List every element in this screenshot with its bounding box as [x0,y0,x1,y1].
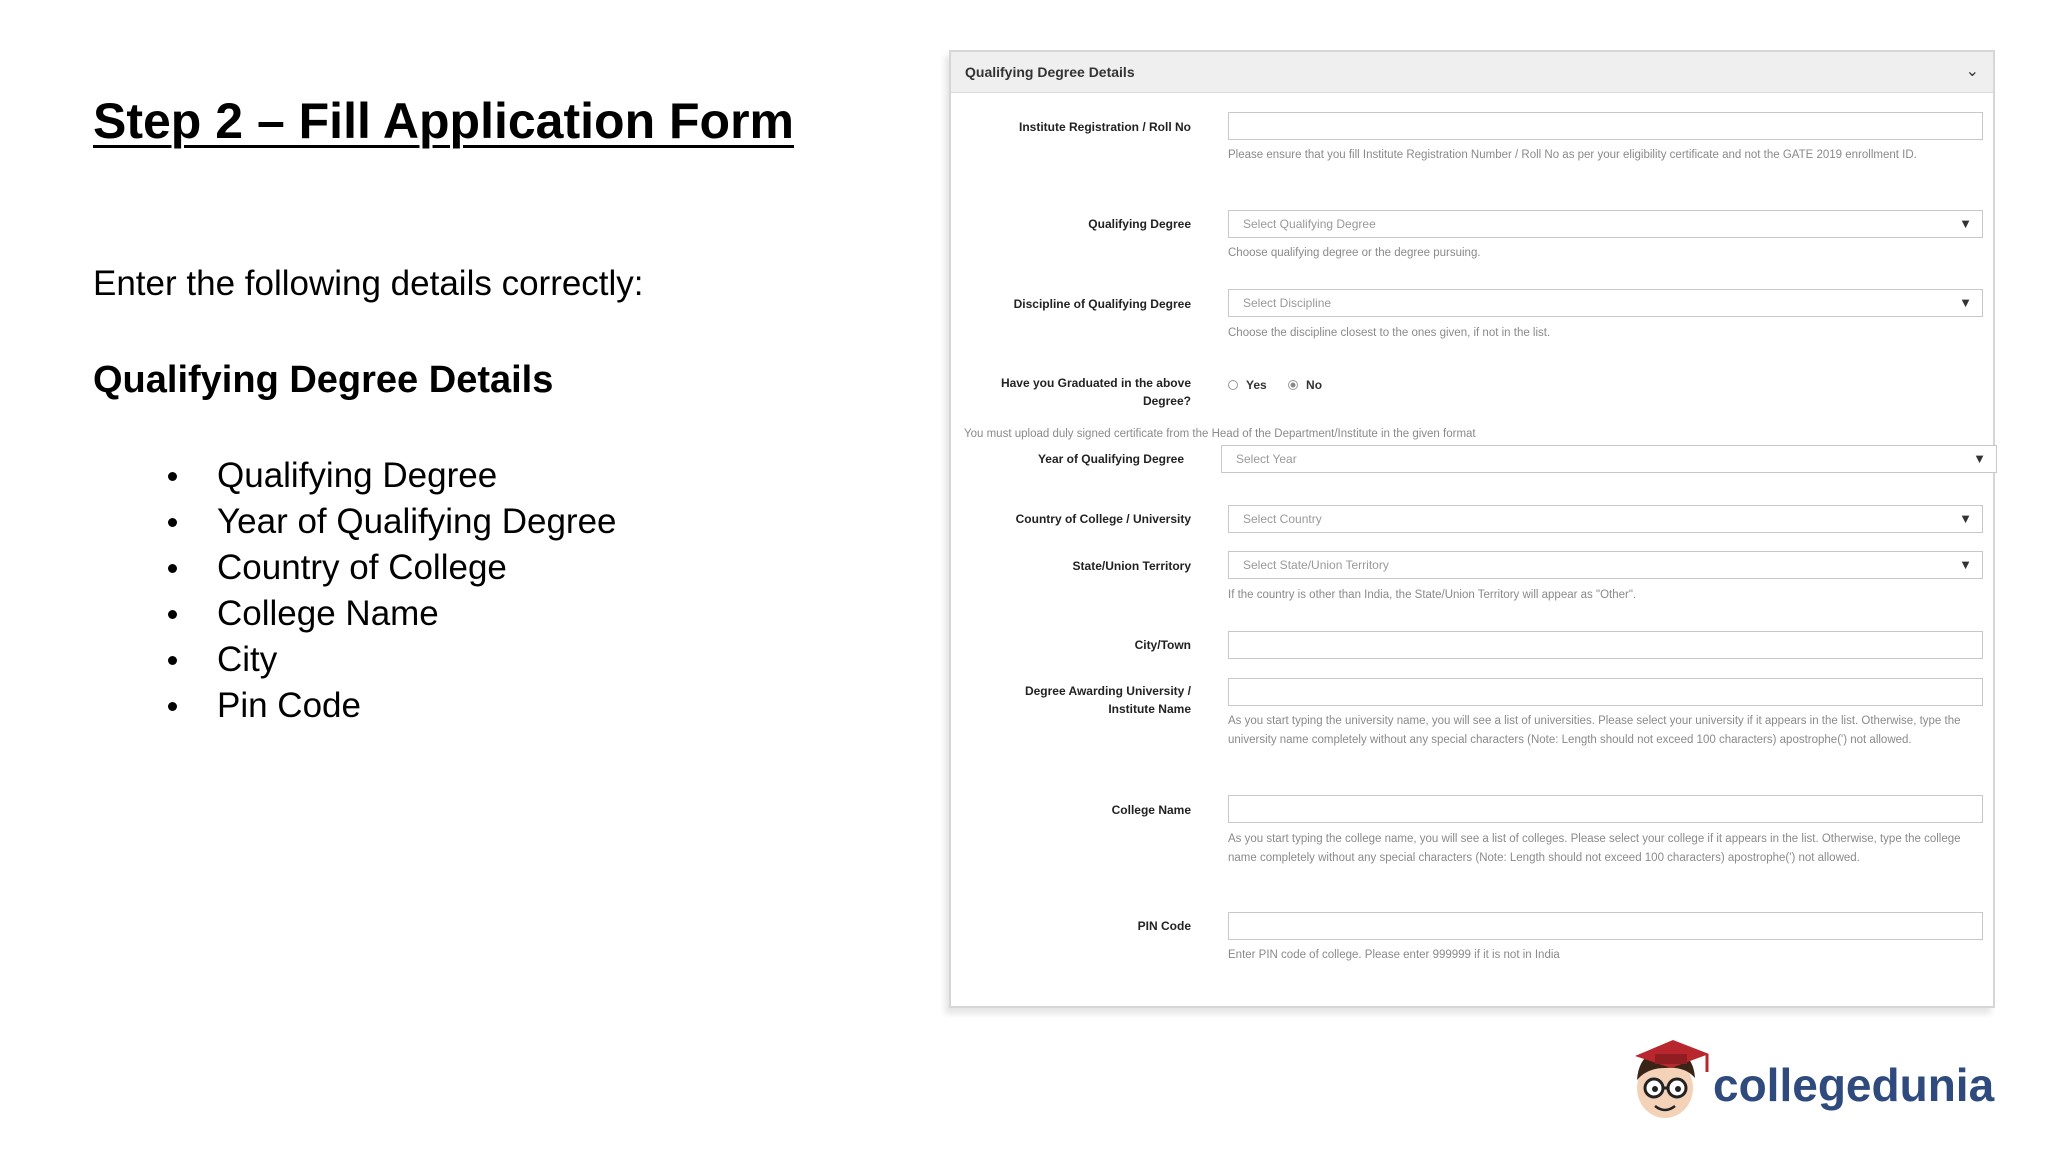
bullet-item: Country of College [168,545,617,591]
college-input[interactable] [1228,795,1983,823]
bullet-list [168,453,617,729]
college-hint: As you start typing the college name, you will see a list of colleges. Please select your college if it appears in the list. Otherwise, type the college name completely without any special characters (Note: Length should not exceed 100 characters) apostrophe(') not allowed. [1228,833,1961,864]
panel-header[interactable] [951,52,1993,93]
graduated-radio-group: Yes No [1228,377,1340,392]
qualifying-degree-form [949,50,1995,1008]
bullet-item: Year of Qualifying Degree [168,499,617,545]
city-label: City/Town [1134,638,1191,652]
year-select[interactable]: Select Year ▼ [1221,445,1997,473]
bullet-item: Pin Code [168,683,617,729]
dropdown-arrow-icon: ▼ [1959,216,1972,231]
dropdown-arrow-icon: ▼ [1959,295,1972,310]
dropdown-arrow-icon: ▼ [1959,511,1972,526]
collegedunia-logo [1625,1028,1995,1128]
intro-text: Enter the following details correctly: [93,264,644,303]
qualifying-degree-select[interactable]: Select Qualifying Degree ▼ [1228,210,1983,238]
pin-hint: Enter PIN code of college. Please enter 999999 if it is not in India [1228,949,1560,961]
section-heading: Qualifying Degree Details [93,359,554,401]
dropdown-arrow-icon: ▼ [1959,557,1972,572]
state-select[interactable]: Select State/Union Territory ▼ [1228,551,1983,579]
pin-input[interactable] [1228,912,1983,940]
bullet-icon [168,472,177,481]
state-hint: If the country is other than India, the State/Union Territory will appear as "Other". [1228,589,1637,601]
university-label: Degree Awarding University / Institute Name [1024,684,1191,716]
graduated-label: Have you Graduated in the above Degree? [1000,376,1191,408]
bullet-icon [168,518,177,527]
institute-reg-input[interactable] [1228,112,1983,140]
country-label: Country of College / University [1015,512,1191,526]
qualifying-degree-hint: Choose qualifying degree or the degree pursuing. [1228,247,1481,259]
college-label: College Name [1111,803,1191,817]
bullet-item: College Name [168,591,617,637]
graduated-hint: You must upload duly signed certificate from the Head of the Department/Institute in the given format [964,428,1476,440]
panel-title: Qualifying Degree Details [965,64,1135,80]
university-input[interactable] [1228,678,1983,706]
country-select[interactable]: Select Country ▼ [1228,505,1983,533]
mascot-icon [1625,1028,1715,1128]
chevron-down-icon[interactable]: ⌄ [1965,63,1979,80]
state-label: State/Union Territory [1072,559,1191,573]
pin-label: PIN Code [1137,919,1191,933]
graduated-no-radio[interactable] [1288,380,1298,390]
discipline-select[interactable]: Select Discipline ▼ [1228,289,1983,317]
city-input[interactable] [1228,631,1983,659]
slide-title: Step 2 – Fill Application Form [93,93,795,149]
graduated-yes-radio[interactable] [1228,380,1238,390]
bullet-icon [168,564,177,573]
discipline-hint: Choose the discipline closest to the ones given, if not in the list. [1228,327,1551,339]
year-label: Year of Qualifying Degree [1037,452,1184,466]
bullet-item: City [168,637,617,683]
dropdown-arrow-icon: ▼ [1973,451,1986,466]
university-hint: As you start typing the university name, you will see a list of universities. Please select your university if it appears in the list. Otherwise, type the university name completely without any special characters (Note: Length should not exceed 100 characters) apostrophe(') not allowed. [1228,715,1961,746]
bullet-icon [168,610,177,619]
qualifying-degree-label: Qualifying Degree [1088,217,1191,231]
discipline-label: Discipline of Qualifying Degree [1013,297,1191,311]
institute-reg-label: Institute Registration / Roll No [1018,120,1191,134]
institute-reg-hint: Please ensure that you fill Institute Registration Number / Roll No as per your eligibility certificate and not the GATE 2019 enrollment ID. [1228,149,1917,161]
bullet-item: Qualifying Degree [168,453,617,499]
bullet-icon [168,656,177,665]
logo-wordmark: collegedunia [1713,1059,1995,1111]
bullet-icon [168,702,177,711]
